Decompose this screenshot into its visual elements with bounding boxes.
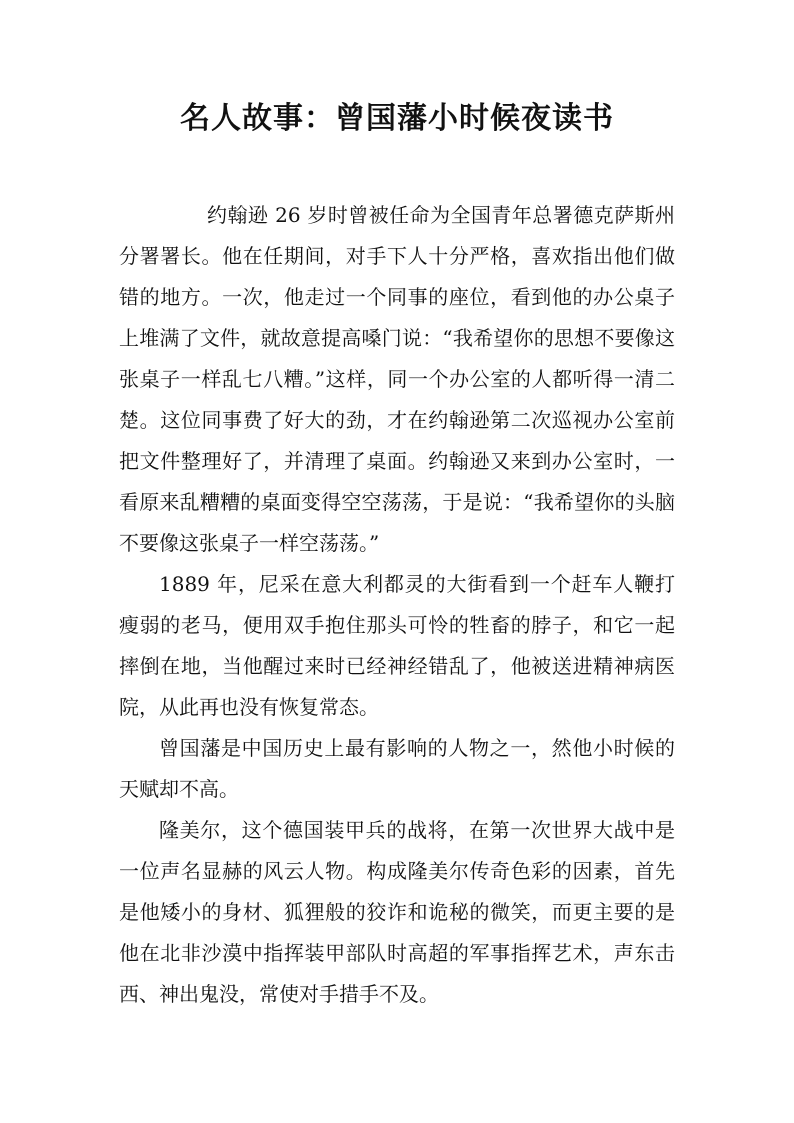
paragraph-nietzsche: 1889 年，尼采在意大利都灵的大街看到一个赶车人鞭打瘦弱的老马，便用双手抱住那头可怜的牲畜的脖子，和它一起摔倒在地，当他醒过来时已经神经错乱了，他被送进精神病医院，从此再也没有恢复常态。 xyxy=(119,572,675,719)
document-title: 名人故事：曾国藩小时候夜读书 xyxy=(180,101,614,136)
paragraph-zeng-guofan: 曾国藩是中国历史上最有影响的人物之一，然他小时候的天赋却不高。 xyxy=(119,736,675,801)
document-body xyxy=(119,195,675,1015)
paragraph-rommel: 隆美尔，这个德国装甲兵的战将，在第一次世界大战中是一位声名显赫的风云人物。构成隆美尔传奇色彩的因素，首先是他矮小的身材、狐狸般的狡诈和诡秘的微笑，而更主要的是他在北非沙漠中指挥装甲部队时高超的军事指挥艺术，声东击西、神出鬼没，常使对手措手不及。 xyxy=(119,818,675,1006)
paragraph-johnson: 约翰逊 26 岁时曾被任命为全国青年总署德克萨斯州分署署长。他在任期间，对手下人十分严格，喜欢指出他们做错的地方。一次，他走过一个同事的座位，看到他的办公桌子上堆满了文件，就故意提高嗓门说：“我希望你的思想不要像这张桌子一样乱七八糟。”这样，同一个办公室的人都听得一清二楚。这位同事费了好大的劲，才在约翰逊第二次巡视办公室前把文件整理好了，并清理了桌面。约翰逊又来到办公室时，一看原来乱糟糟的桌面变得空空荡荡，于是说：“我希望你的头脑不要像这张桌子一样空荡荡。” xyxy=(119,203,675,555)
